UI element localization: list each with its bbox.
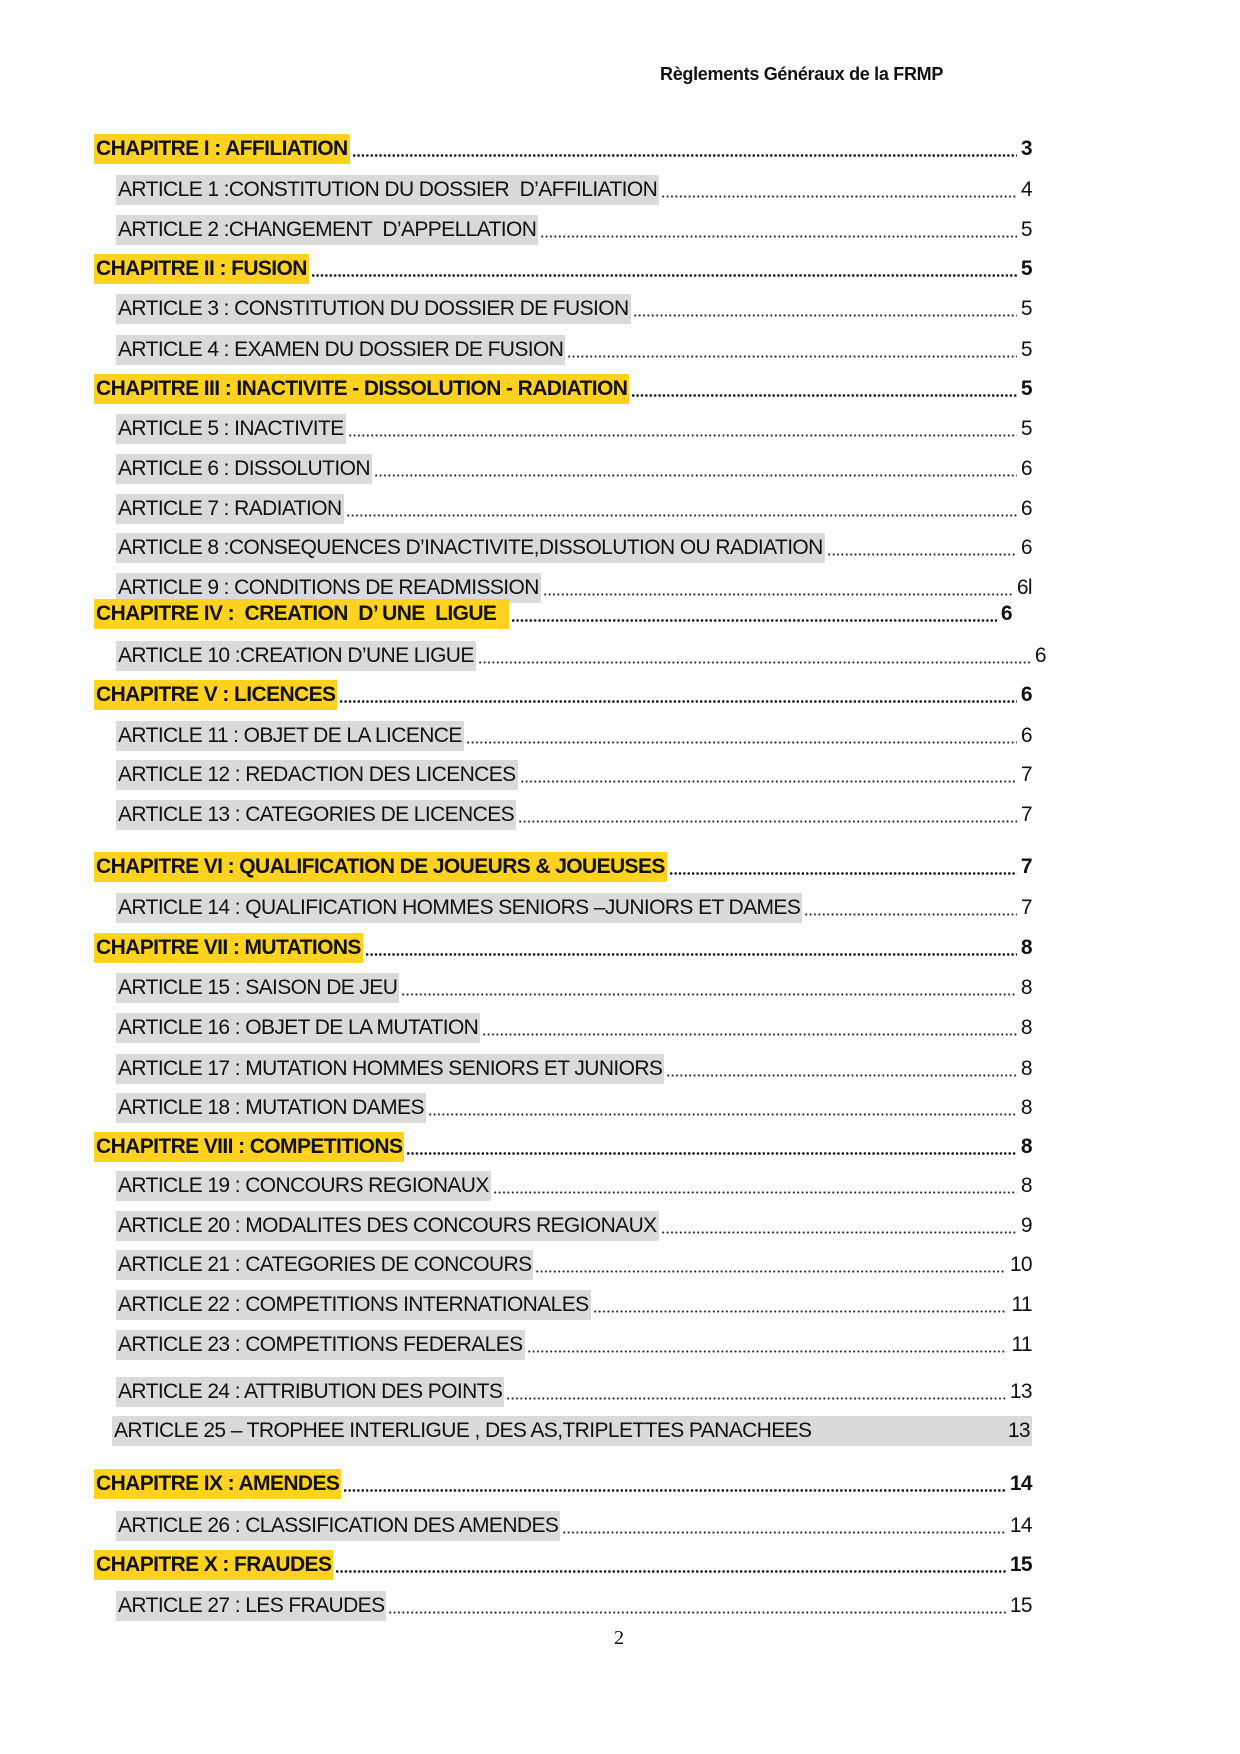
entry-title: ARTICLE 15 : SAISON DE JEU bbox=[116, 973, 399, 1003]
entry-page-number: 5 bbox=[1020, 297, 1032, 320]
entry-page-number: 6 bbox=[1020, 536, 1032, 559]
entry-title: ARTICLE 12 : REDACTION DES LICENCES bbox=[116, 760, 518, 790]
dot-leader bbox=[311, 274, 1017, 277]
dot-leader bbox=[478, 661, 1031, 664]
entry-page-number: 8 bbox=[1020, 1135, 1032, 1158]
toc-article-entry[interactable] bbox=[116, 1591, 1032, 1621]
toc-article-entry[interactable] bbox=[116, 1290, 1032, 1320]
toc-article-entry[interactable] bbox=[116, 335, 1032, 365]
entry-title: ARTICLE 13 : CATEGORIES DE LICENCES bbox=[116, 800, 516, 830]
dot-leader bbox=[339, 700, 1016, 703]
entry-title: ARTICLE 26 : CLASSIFICATION DES AMENDES bbox=[116, 1511, 560, 1541]
toc-article-entry[interactable] bbox=[116, 1054, 1032, 1084]
entry-page-number: 14 bbox=[1009, 1472, 1032, 1495]
entry-page-number: 7 bbox=[1020, 803, 1032, 826]
dot-leader bbox=[348, 434, 1017, 437]
entry-title: ARTICLE 24 : ATTRIBUTION DES POINTS bbox=[116, 1377, 504, 1407]
dot-leader bbox=[520, 780, 1017, 783]
entry-title: CHAPITRE VI : QUALIFICATION DE JOUEURS & JOUEUSES bbox=[94, 852, 667, 882]
toc-article-entry[interactable] bbox=[116, 1330, 1032, 1360]
toc-article-entry[interactable] bbox=[116, 721, 1032, 751]
entry-title: ARTICLE 16 : OBJET DE LA MUTATION bbox=[116, 1013, 480, 1043]
dot-leader bbox=[661, 1231, 1017, 1234]
entry-title: ARTICLE 14 : QUALIFICATION HOMMES SENIORS –JUNIORS ET DAMES bbox=[116, 893, 802, 923]
entry-title: ARTICLE 17 : MUTATION HOMMES SENIORS ET JUNIORS bbox=[116, 1054, 664, 1084]
dot-leader bbox=[406, 1152, 1017, 1155]
dot-leader bbox=[543, 593, 1013, 596]
entry-title: ARTICLE 9 : CONDITIONS DE READMISSION bbox=[116, 573, 541, 603]
entry-page-number: 5 bbox=[1020, 257, 1032, 280]
dot-leader bbox=[593, 1310, 1008, 1313]
toc-article-entry[interactable] bbox=[116, 893, 1032, 923]
entry-page-number: 8 bbox=[1020, 1057, 1032, 1080]
entry-page-number: 13 bbox=[1009, 1380, 1032, 1403]
entry-page-number: 11 bbox=[1011, 1333, 1032, 1356]
entry-page-number: 6l bbox=[1016, 576, 1032, 599]
toc-chapter-entry[interactable] bbox=[94, 933, 1032, 963]
entry-page-number: 6 bbox=[1000, 602, 1012, 625]
entry-page-number: 11 bbox=[1011, 1293, 1032, 1316]
toc-article-entry[interactable] bbox=[116, 1171, 1032, 1201]
dot-leader bbox=[567, 355, 1017, 358]
entry-page-number: 3 bbox=[1020, 137, 1032, 160]
toc-article-entry[interactable] bbox=[116, 973, 1032, 1003]
entry-title: ARTICLE 1 :CONSTITUTION DU DOSSIER D’AFFILIATION bbox=[116, 175, 659, 205]
entry-title: ARTICLE 25 – TROPHEE INTERLIGUE , DES AS,TRIPLETTES PANACHEES bbox=[112, 1416, 1008, 1446]
dot-leader bbox=[352, 154, 1017, 157]
dot-leader bbox=[343, 1489, 1006, 1492]
toc-article-entry[interactable] bbox=[116, 175, 1032, 205]
entry-page-number: 5 bbox=[1020, 377, 1032, 400]
entry-title: CHAPITRE V : LICENCES bbox=[94, 680, 337, 710]
entry-page-number: 15 bbox=[1009, 1594, 1032, 1617]
dot-leader bbox=[633, 314, 1017, 317]
entry-title: ARTICLE 5 : INACTIVITE bbox=[116, 414, 346, 444]
dot-leader bbox=[661, 195, 1017, 198]
entry-page-number: 8 bbox=[1020, 936, 1032, 959]
document-header: Règlements Généraux de la FRMP bbox=[660, 64, 944, 84]
entry-page-number: 7 bbox=[1020, 855, 1032, 878]
dot-leader bbox=[374, 474, 1017, 477]
entry-title: ARTICLE 21 : CATEGORIES DE CONCOURS bbox=[116, 1250, 533, 1280]
entry-title: CHAPITRE III : INACTIVITE - DISSOLUTION - RADIATION bbox=[94, 374, 629, 404]
dot-leader bbox=[493, 1191, 1017, 1194]
entry-title: ARTICLE 20 : MODALITES DES CONCOURS REGIONAUX bbox=[116, 1211, 659, 1241]
entry-page-number: 6 bbox=[1034, 644, 1046, 667]
dot-leader bbox=[346, 514, 1017, 517]
entry-title: CHAPITRE VII : MUTATIONS bbox=[94, 933, 363, 963]
dot-leader bbox=[535, 1270, 1005, 1273]
toc-chapter-entry[interactable] bbox=[94, 1469, 1032, 1499]
toc-article-entry[interactable] bbox=[116, 1013, 1032, 1043]
entry-page-number: 4 bbox=[1020, 178, 1032, 201]
entry-page-number: 6 bbox=[1020, 497, 1032, 520]
entry-title: ARTICLE 19 : CONCOURS REGIONAUX bbox=[116, 1171, 491, 1201]
dot-leader bbox=[669, 872, 1017, 875]
entry-page-number: 15 bbox=[1009, 1553, 1032, 1576]
entry-page-number: 8 bbox=[1020, 1016, 1032, 1039]
dot-leader bbox=[511, 619, 997, 622]
toc-chapter-entry[interactable] bbox=[94, 374, 1032, 404]
entry-page-number: 6 bbox=[1020, 724, 1032, 747]
toc-article-entry[interactable] bbox=[116, 294, 1032, 324]
dot-leader bbox=[827, 553, 1017, 556]
dot-leader bbox=[365, 953, 1017, 956]
entry-title: ARTICLE 27 : LES FRAUDES bbox=[116, 1591, 386, 1621]
entry-title: ARTICLE 23 : COMPETITIONS FEDERALES bbox=[116, 1330, 525, 1360]
entry-title: ARTICLE 2 :CHANGEMENT D’APPELLATION bbox=[116, 215, 538, 245]
entry-page-number: 13 bbox=[1008, 1416, 1032, 1446]
entry-page-number: 5 bbox=[1020, 218, 1032, 241]
entry-page-number: 8 bbox=[1020, 1174, 1032, 1197]
entry-title: ARTICLE 11 : OBJET DE LA LICENCE bbox=[116, 721, 464, 751]
toc-article-entry[interactable] bbox=[116, 1377, 1032, 1407]
entry-page-number: 9 bbox=[1020, 1214, 1032, 1237]
dot-leader bbox=[428, 1113, 1017, 1116]
toc-chapter-entry[interactable] bbox=[94, 134, 1032, 164]
toc-article-entry[interactable] bbox=[116, 414, 1032, 444]
entry-page-number: 14 bbox=[1009, 1514, 1032, 1537]
entry-page-number: 7 bbox=[1020, 763, 1032, 786]
toc-chapter-entry[interactable] bbox=[94, 254, 1032, 284]
entry-page-number: 8 bbox=[1020, 1096, 1032, 1119]
toc-article-entry[interactable] bbox=[116, 641, 1046, 671]
dot-leader bbox=[562, 1531, 1006, 1534]
entry-page-number: 5 bbox=[1020, 338, 1032, 361]
toc-article-entry[interactable] bbox=[116, 760, 1032, 790]
page-number: 2 bbox=[614, 1627, 624, 1649]
dot-leader bbox=[401, 993, 1017, 996]
dot-leader bbox=[466, 741, 1017, 744]
dot-leader bbox=[506, 1397, 1006, 1400]
entry-page-number: 6 bbox=[1020, 457, 1032, 480]
toc-chapter-entry[interactable] bbox=[94, 852, 1032, 882]
toc-article-entry[interactable] bbox=[116, 215, 1032, 245]
entry-title: ARTICLE 18 : MUTATION DAMES bbox=[116, 1093, 426, 1123]
dot-leader bbox=[482, 1033, 1017, 1036]
dot-leader bbox=[527, 1350, 1008, 1353]
toc-article-entry[interactable] bbox=[116, 800, 1032, 830]
entry-page-number: 8 bbox=[1020, 976, 1032, 999]
toc-article-entry[interactable] bbox=[116, 1211, 1032, 1241]
toc-article-entry[interactable] bbox=[112, 1416, 1032, 1446]
dot-leader bbox=[388, 1611, 1005, 1614]
entry-title: ARTICLE 8 :CONSEQUENCES D’INACTIVITE,DISSOLUTION OU RADIATION bbox=[116, 533, 825, 563]
entry-title: CHAPITRE IX : AMENDES bbox=[94, 1469, 341, 1499]
entry-page-number: 10 bbox=[1009, 1253, 1032, 1276]
entry-title: ARTICLE 6 : DISSOLUTION bbox=[116, 454, 372, 484]
dot-leader bbox=[631, 394, 1017, 397]
entry-title: CHAPITRE IV : CREATION D’ UNE LIGUE bbox=[94, 599, 509, 629]
entry-title: ARTICLE 4 : EXAMEN DU DOSSIER DE FUSION bbox=[116, 335, 565, 365]
dot-leader bbox=[666, 1074, 1017, 1077]
toc-article-entry[interactable] bbox=[116, 533, 1032, 563]
entry-title: CHAPITRE X : FRAUDES bbox=[94, 1550, 333, 1580]
entry-title: ARTICLE 7 : RADIATION bbox=[116, 494, 344, 524]
dot-leader bbox=[335, 1570, 1005, 1573]
entry-title: ARTICLE 3 : CONSTITUTION DU DOSSIER DE FUSION bbox=[116, 294, 631, 324]
toc-article-entry[interactable] bbox=[116, 1250, 1032, 1280]
entry-page-number: 7 bbox=[1020, 896, 1032, 919]
dot-leader bbox=[518, 820, 1017, 823]
toc-chapter-entry[interactable] bbox=[94, 1550, 1032, 1580]
entry-page-number: 6 bbox=[1020, 683, 1032, 706]
toc-article-entry[interactable] bbox=[116, 1093, 1032, 1123]
entry-title: ARTICLE 10 :CREATION D’UNE LIGUE bbox=[116, 641, 476, 671]
toc-article-entry[interactable] bbox=[116, 454, 1032, 484]
toc-article-entry[interactable] bbox=[116, 1511, 1032, 1541]
toc-chapter-entry[interactable] bbox=[94, 680, 1032, 710]
entry-title: CHAPITRE II : FUSION bbox=[94, 254, 309, 284]
toc-chapter-entry[interactable] bbox=[94, 599, 1012, 629]
entry-title: CHAPITRE VIII : COMPETITIONS bbox=[94, 1132, 404, 1162]
entry-page-number: 5 bbox=[1020, 417, 1032, 440]
entry-title: ARTICLE 22 : COMPETITIONS INTERNATIONALES bbox=[116, 1290, 591, 1320]
dot-leader bbox=[540, 235, 1017, 238]
toc-article-entry[interactable] bbox=[116, 494, 1032, 524]
toc-chapter-entry[interactable] bbox=[94, 1132, 1032, 1162]
entry-title: CHAPITRE I : AFFILIATION bbox=[94, 134, 350, 164]
dot-leader bbox=[804, 913, 1017, 916]
